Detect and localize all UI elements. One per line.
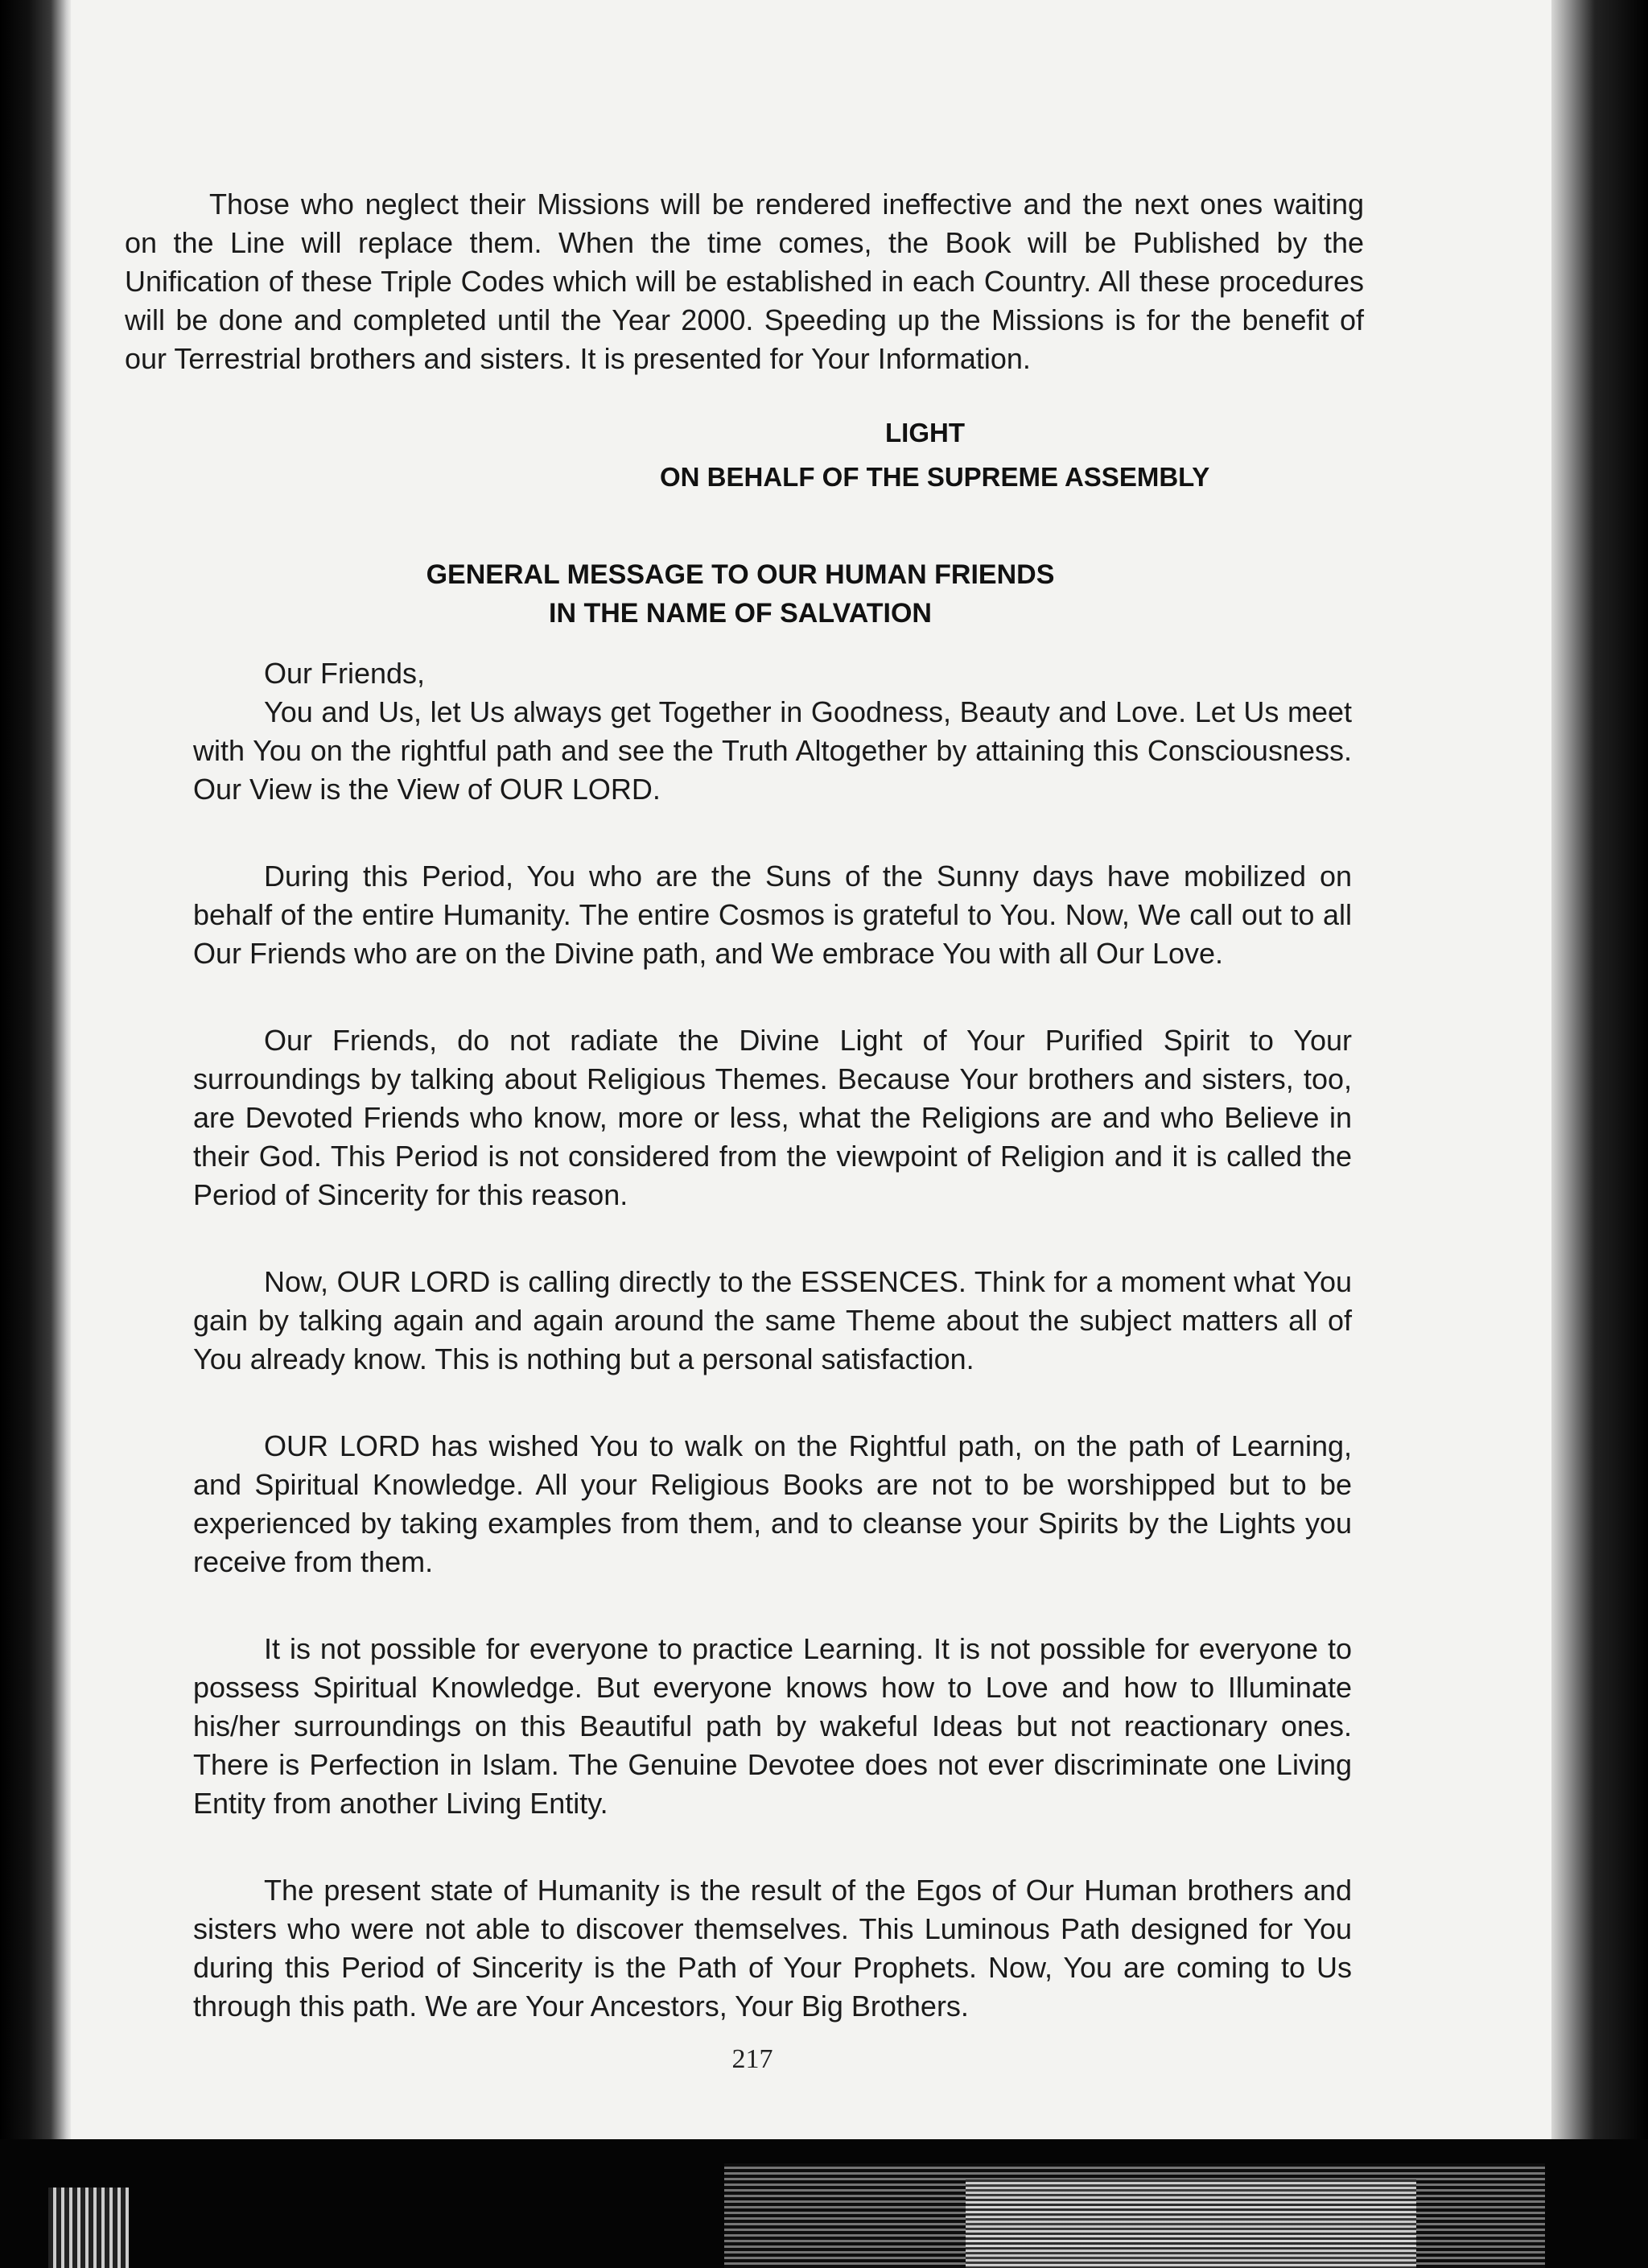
paragraph-5: OUR LORD has wished You to walk on the Rightful path, on the path of Learning, and Spiritual Knowledge. All your Religious Books are not to be worshipped but to be experienced by taking examples from them, and to cleanse your Spirits by the Lights you receive from them. <box>193 1429 1352 1578</box>
paragraph-2: During this Period, You who are the Suns of the Sunny days have mobilized on behalf of the entire Humanity. The entire Cosmos is grateful to You. Now, We call out to all Our Friends who are on the Divine path, and We embrace You with all Our Love. <box>193 860 1352 970</box>
paragraph-4: Now, OUR LORD is calling directly to the ESSENCES. Think for a moment what You gain by talking again and again around the same Theme about the subject matters all of You already know. This is nothing but a personal satisfaction. <box>193 1265 1352 1375</box>
scan-artifact-stripes-light <box>966 2179 1416 2268</box>
message-heading <box>322 555 1159 633</box>
heading-line-2: IN THE NAME OF SALVATION <box>549 598 932 629</box>
paragraph-7: The present state of Humanity is the result of the Egos of Our Human brothers and sisters who were not able to discover themselves. This Luminous Path designed for You during this Period of Sincerity is the Path of Your Prophets. Now, You are coming to Us through this path. We are Your Ancestors, Your Big Brothers. <box>193 1874 1352 2023</box>
paragraph-1: You and Us, let Us always get Together in Goodness, Beauty and Love. Let Us meet with You on the rightful path and see the Truth Altogether by attaining this Consciousness. Our View is the View of OUR LORD. <box>193 695 1352 806</box>
book-spine-shadow <box>0 0 72 2268</box>
signature-light: LIGHT <box>885 418 965 447</box>
page-right-edge <box>1551 0 1648 2268</box>
heading-line-1: GENERAL MESSAGE TO OUR HUMAN FRIENDS <box>426 559 1055 590</box>
signature-block <box>660 410 1384 499</box>
page-number: 217 <box>731 2044 773 2074</box>
scan-corner-artifact <box>48 2188 129 2268</box>
greeting: Our Friends, <box>264 657 426 690</box>
intro-block <box>125 185 1364 378</box>
intro-paragraph: Those who neglect their Missions will be rendered ineffective and the next ones waiting on the Line will replace them. When the time comes, the Book will be Published by the Unification of these Triple Codes which will be established in each Country. All these procedures will be done and completed until the Year 2000. Speeding up the Missions is for the benefit of our Terrestrial brothers and sisters. It is presented for Your Information. <box>125 188 1364 375</box>
paragraph-3: Our Friends, do not radiate the Divine Light of Your Purified Spirit to Your surroundings by talking about Religious Themes. Because Your brothers and sisters, too, are Devoted Friends who know, more or less, what the Religions are and who Believe in their God. This Period is not considered from the viewpoint of Religion and it is called the Period of Sincerity for this reason. <box>193 1024 1352 1211</box>
paragraph-6: It is not possible for everyone to practice Learning. It is not possible for everyone to possess Spiritual Knowledge. But everyone knows how to Love and how to Illuminate his/her surroundings on this Beautiful path by wakeful Ideas but not reactionary ones. There is Perfection in Islam. The Genuine Devotee does not ever discriminate one Living Entity from another Living Entity. <box>193 1632 1352 1820</box>
message-body <box>193 654 1352 2026</box>
signature-assembly: ON BEHALF OF THE SUPREME ASSEMBLY <box>660 462 1210 492</box>
